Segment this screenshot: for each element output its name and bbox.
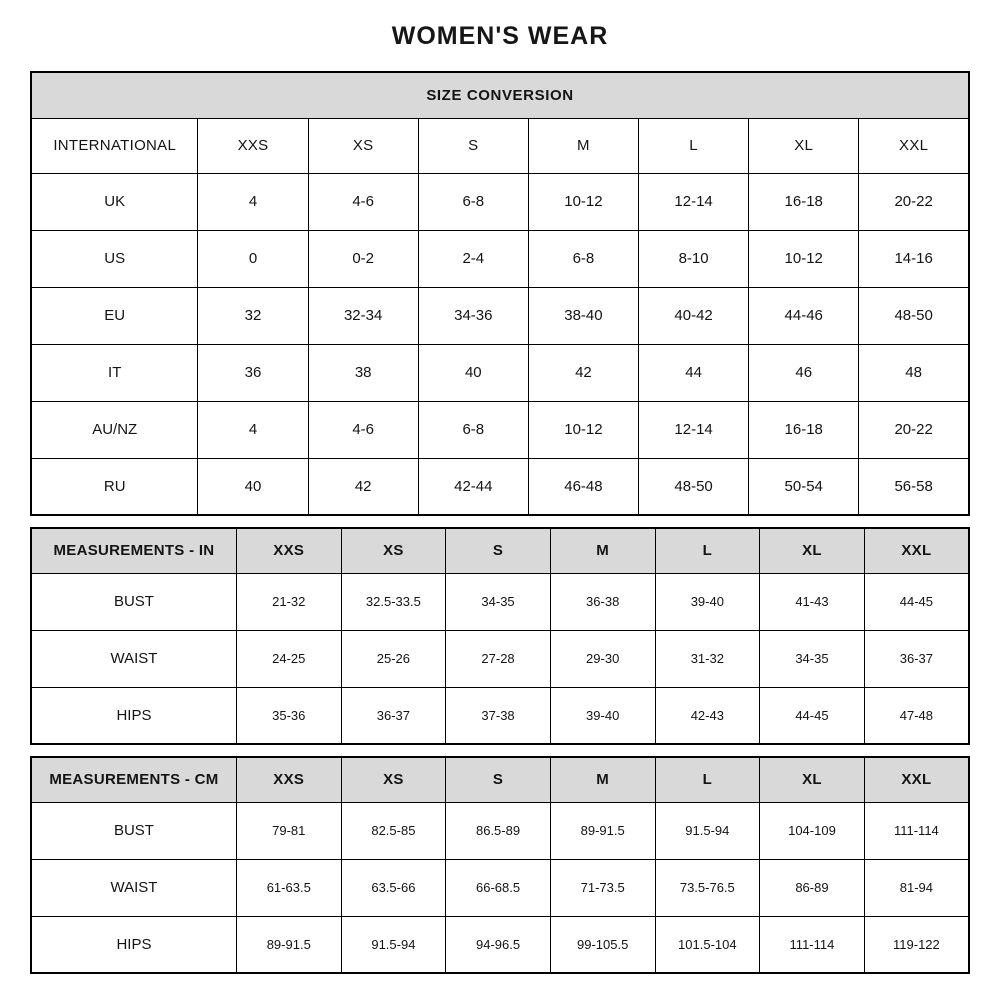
column-header: XS <box>341 757 446 802</box>
table-cell: 32-34 <box>308 287 418 344</box>
table-cell: 39-40 <box>655 573 760 630</box>
table-row <box>31 573 969 630</box>
column-header: XXL <box>864 757 969 802</box>
table-cell: 29-30 <box>550 630 655 687</box>
size-conversion-table <box>30 71 970 516</box>
table-row <box>31 230 969 287</box>
table-cell: 16-18 <box>749 173 859 230</box>
table-cell: 4 <box>198 401 308 458</box>
table-cell: 34-35 <box>446 573 551 630</box>
table-cell: 91.5-94 <box>655 802 760 859</box>
table-cell: 34-35 <box>760 630 865 687</box>
measurements-in-table <box>30 527 970 745</box>
table-cell: 44-46 <box>749 287 859 344</box>
table-cell: 32.5-33.5 <box>341 573 446 630</box>
table-cell: 44-45 <box>864 573 969 630</box>
table-row <box>31 173 969 230</box>
page-title: WOMEN'S WEAR <box>391 22 609 50</box>
table-cell: 73.5-76.5 <box>655 859 760 916</box>
table-cell: 42-44 <box>418 458 528 515</box>
table-cell: 56-58 <box>859 458 969 515</box>
table-cell: 25-26 <box>341 630 446 687</box>
table-cell: 104-109 <box>760 802 865 859</box>
table-cell: 21-32 <box>236 573 341 630</box>
column-header: XS <box>308 118 418 173</box>
table-row <box>31 859 969 916</box>
row-header: IT <box>31 344 198 401</box>
table-cell: 99-105.5 <box>550 916 655 973</box>
table-cell: 32 <box>198 287 308 344</box>
header-row <box>31 528 969 573</box>
column-header: XXS <box>236 757 341 802</box>
row-header: WAIST <box>31 859 236 916</box>
table-cell: 71-73.5 <box>550 859 655 916</box>
table-cell: 79-81 <box>236 802 341 859</box>
row-header: WAIST <box>31 630 236 687</box>
row-header: UK <box>31 173 198 230</box>
table-cell: 2-4 <box>418 230 528 287</box>
column-header: XXS <box>236 528 341 573</box>
table-cell: 111-114 <box>864 802 969 859</box>
column-header: INTERNATIONAL <box>31 118 198 173</box>
column-header: XL <box>760 528 865 573</box>
table-cell: 6-8 <box>528 230 638 287</box>
table-cell: 40 <box>418 344 528 401</box>
table-cell: 101.5-104 <box>655 916 760 973</box>
column-header: XXL <box>864 528 969 573</box>
table-cell: 89-91.5 <box>236 916 341 973</box>
table-cell: 20-22 <box>859 173 969 230</box>
table-cell: 4 <box>198 173 308 230</box>
column-header: L <box>639 118 749 173</box>
measurements-cm-table <box>30 756 970 974</box>
table-cell: 44 <box>639 344 749 401</box>
table-cell: 10-12 <box>749 230 859 287</box>
table-cell: 86-89 <box>760 859 865 916</box>
table-title-row <box>31 72 969 118</box>
column-header: M <box>528 118 638 173</box>
table-cell: 38 <box>308 344 418 401</box>
row-header: BUST <box>31 573 236 630</box>
table-cell: 16-18 <box>749 401 859 458</box>
column-header: S <box>418 118 528 173</box>
table-row <box>31 687 969 744</box>
table-cell: 36 <box>198 344 308 401</box>
table-cell: 4-6 <box>308 173 418 230</box>
table-cell: 38-40 <box>528 287 638 344</box>
table-cell: 46 <box>749 344 859 401</box>
table-cell: 63.5-66 <box>341 859 446 916</box>
table-cell: 111-114 <box>760 916 865 973</box>
table-cell: 40-42 <box>639 287 749 344</box>
table-cell: 4-6 <box>308 401 418 458</box>
column-header: XXL <box>859 118 969 173</box>
table-row <box>31 287 969 344</box>
header-row <box>31 118 969 173</box>
table-cell: 42 <box>308 458 418 515</box>
table-cell: 31-32 <box>655 630 760 687</box>
row-header: AU/NZ <box>31 401 198 458</box>
table-cell: 48 <box>859 344 969 401</box>
row-header: HIPS <box>31 687 236 744</box>
column-header: MEASUREMENTS - CM <box>31 757 236 802</box>
header-row <box>31 757 969 802</box>
table-cell: 10-12 <box>528 173 638 230</box>
column-header: L <box>655 757 760 802</box>
row-header: RU <box>31 458 198 515</box>
table-cell: 82.5-85 <box>341 802 446 859</box>
table-cell: 36-38 <box>550 573 655 630</box>
table-cell: 36-37 <box>341 687 446 744</box>
table-cell: 8-10 <box>639 230 749 287</box>
table-row <box>31 344 969 401</box>
table-row <box>31 401 969 458</box>
table-cell: 42 <box>528 344 638 401</box>
table-cell: 24-25 <box>236 630 341 687</box>
column-header: XXS <box>198 118 308 173</box>
table-cell: 37-38 <box>446 687 551 744</box>
table-cell: 14-16 <box>859 230 969 287</box>
table-cell: 12-14 <box>639 401 749 458</box>
table-row <box>31 458 969 515</box>
table-cell: 86.5-89 <box>446 802 551 859</box>
column-header: XL <box>760 757 865 802</box>
table-cell: 6-8 <box>418 401 528 458</box>
table-cell: 81-94 <box>864 859 969 916</box>
table-title: SIZE CONVERSION <box>31 72 969 118</box>
table-cell: 39-40 <box>550 687 655 744</box>
row-header: EU <box>31 287 198 344</box>
table-row <box>31 630 969 687</box>
column-header: S <box>446 757 551 802</box>
table-cell: 6-8 <box>418 173 528 230</box>
table-cell: 61-63.5 <box>236 859 341 916</box>
column-header: L <box>655 528 760 573</box>
column-header: XS <box>341 528 446 573</box>
table-cell: 36-37 <box>864 630 969 687</box>
table-cell: 27-28 <box>446 630 551 687</box>
table-cell: 12-14 <box>639 173 749 230</box>
table-cell: 46-48 <box>528 458 638 515</box>
table-row <box>31 802 969 859</box>
row-header: BUST <box>31 802 236 859</box>
table-cell: 66-68.5 <box>446 859 551 916</box>
table-row <box>31 916 969 973</box>
table-cell: 94-96.5 <box>446 916 551 973</box>
column-header: S <box>446 528 551 573</box>
column-header: M <box>550 757 655 802</box>
table-cell: 41-43 <box>760 573 865 630</box>
row-header: US <box>31 230 198 287</box>
table-cell: 42-43 <box>655 687 760 744</box>
column-header: MEASUREMENTS - IN <box>31 528 236 573</box>
table-cell: 0 <box>198 230 308 287</box>
table-cell: 47-48 <box>864 687 969 744</box>
table-cell: 48-50 <box>639 458 749 515</box>
table-cell: 35-36 <box>236 687 341 744</box>
row-header: HIPS <box>31 916 236 973</box>
table-cell: 0-2 <box>308 230 418 287</box>
table-cell: 48-50 <box>859 287 969 344</box>
table-cell: 34-36 <box>418 287 528 344</box>
table-cell: 40 <box>198 458 308 515</box>
table-cell: 10-12 <box>528 401 638 458</box>
table-cell: 20-22 <box>859 401 969 458</box>
column-header: M <box>550 528 655 573</box>
table-cell: 44-45 <box>760 687 865 744</box>
table-cell: 50-54 <box>749 458 859 515</box>
table-cell: 91.5-94 <box>341 916 446 973</box>
table-cell: 89-91.5 <box>550 802 655 859</box>
column-header: XL <box>749 118 859 173</box>
table-cell: 119-122 <box>864 916 969 973</box>
